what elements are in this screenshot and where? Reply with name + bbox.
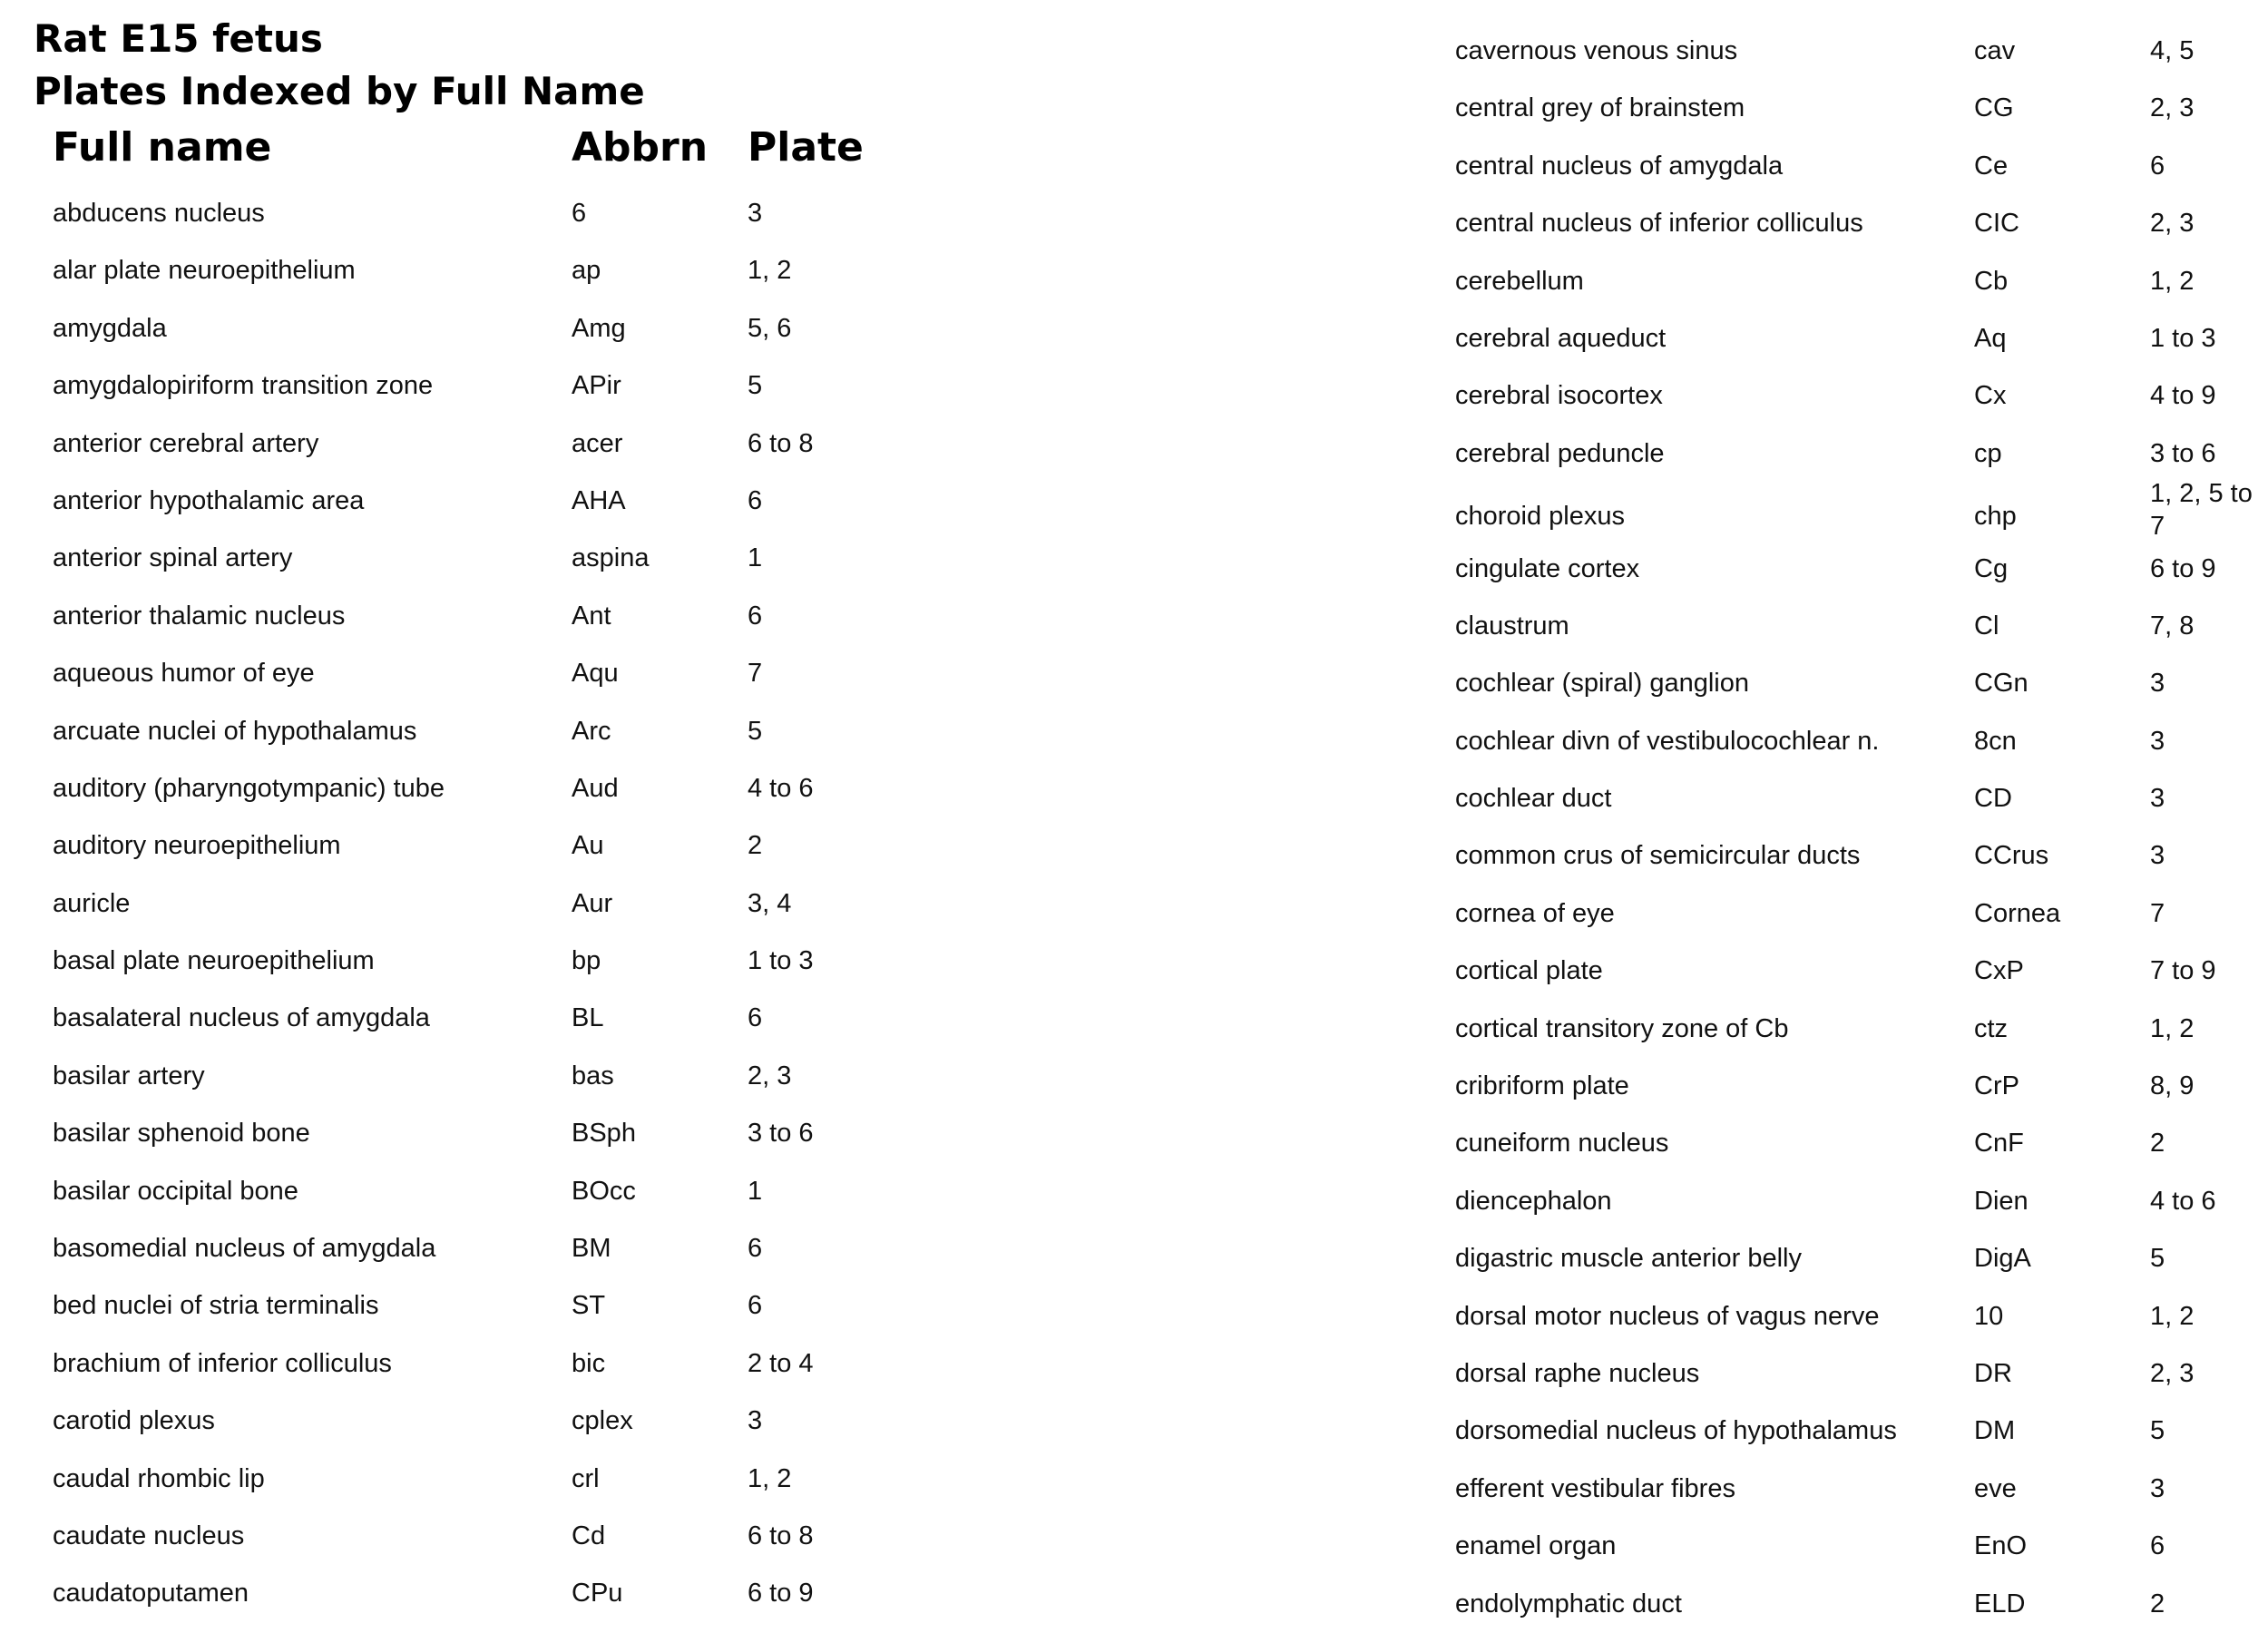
abbreviation-cell: bic (572, 1348, 606, 1378)
plate-cell: 1 to 3 (2150, 323, 2216, 353)
table-row (1455, 885, 2263, 943)
table-row (1455, 943, 2263, 1000)
plate-cell: 2 (2150, 1589, 2165, 1618)
full-name-cell: central nucleus of amygdala (1455, 151, 1784, 181)
table-row (53, 1451, 869, 1508)
table-row (1455, 1461, 2263, 1518)
plate-cell: 2 to 4 (748, 1348, 814, 1378)
table-row (53, 760, 869, 817)
table-row (53, 588, 869, 645)
table-row (1455, 827, 2263, 885)
plate-cell: 1 to 3 (748, 946, 814, 976)
header-abbreviation: Abbrn (572, 124, 709, 171)
plate-cell-line-2: 7 (2150, 512, 2165, 542)
plate-cell: 3, 4 (748, 888, 792, 918)
table-row (1455, 1001, 2263, 1058)
plate-cell: 5 (2150, 1416, 2165, 1446)
abbreviation-cell: bas (572, 1061, 614, 1090)
plate-cell: 3 (2150, 841, 2165, 871)
table-row (53, 185, 869, 242)
table-row (53, 1393, 869, 1450)
full-name-cell: cornea of eye (1455, 898, 1615, 928)
plate-cell: 3 (748, 1406, 763, 1436)
abbreviation-cell: DR (1974, 1358, 2012, 1388)
table-row (1455, 770, 2263, 827)
abbreviation-cell: Ce (1974, 151, 2009, 181)
full-name-cell: anterior thalamic nucleus (53, 601, 346, 631)
full-name-cell: anterior spinal artery (53, 543, 293, 573)
table-row (1455, 425, 2263, 483)
table-row (53, 357, 869, 415)
abbreviation-cell: ST (572, 1291, 606, 1321)
plate-cell: 3 (2150, 784, 2165, 814)
full-name-cell: digastric muscle anterior belly (1455, 1244, 1802, 1274)
abbreviation-cell: Cx (1974, 381, 2007, 411)
full-name-cell: abducens nucleus (53, 199, 265, 228)
plate-cell: 3 to 6 (748, 1119, 814, 1149)
abbreviation-cell: Dien (1974, 1186, 2028, 1216)
full-name-cell: common crus of semicircular ducts (1455, 841, 1861, 871)
table-row (1455, 195, 2263, 252)
abbreviation-cell: ap (572, 256, 601, 286)
table-row (1455, 1518, 2263, 1575)
plate-cell: 7, 8 (2150, 611, 2195, 640)
abbreviation-cell: CPu (572, 1579, 623, 1609)
full-name-cell: basal plate neuroepithelium (53, 946, 375, 976)
plate-cell: 7 (748, 659, 763, 689)
abbreviation-cell: Cornea (1974, 898, 2061, 928)
table-row (1455, 138, 2263, 195)
full-name-cell: basilar occipital bone (53, 1176, 298, 1206)
full-name-cell: auricle (53, 888, 131, 918)
plate-cell: 4, 5 (2150, 36, 2195, 65)
abbreviation-cell: DigA (1974, 1244, 2031, 1274)
full-name-cell: cuneiform nucleus (1455, 1129, 1669, 1159)
plate-cell: 6 (748, 1234, 763, 1264)
plate-cell: 6 to 8 (748, 1521, 814, 1550)
table-row (1455, 80, 2263, 137)
plate-cell: 6 (748, 1291, 763, 1321)
plate-cell: 5 (748, 716, 763, 746)
plate-cell: 2 (748, 831, 763, 861)
abbreviation-cell: bp (572, 946, 601, 976)
left-index-table (53, 185, 869, 1623)
abbreviation-cell: BL (572, 1003, 604, 1033)
abbreviation-cell: AHA (572, 485, 626, 515)
full-name-cell: enamel organ (1455, 1531, 1617, 1561)
plate-cell: 2 (2150, 1129, 2165, 1159)
plate-cell: 1, 2 (748, 1463, 792, 1493)
table-row (53, 933, 869, 990)
full-name-cell: basomedial nucleus of amygdala (53, 1234, 436, 1264)
abbreviation-cell: Cg (1974, 553, 2009, 583)
abbreviation-cell: Cd (572, 1521, 606, 1550)
table-row (1455, 598, 2263, 655)
plate-cell: 1 (748, 543, 763, 573)
full-name-cell: brachium of inferior colliculus (53, 1348, 392, 1378)
full-name-cell: central grey of brainstem (1455, 93, 1745, 123)
full-name-cell: cortical plate (1455, 956, 1603, 986)
table-row (53, 1508, 869, 1565)
full-name-cell: diencephalon (1455, 1186, 1612, 1216)
plate-cell: 3 (748, 199, 763, 228)
table-row (53, 473, 869, 530)
table-row (53, 1335, 869, 1393)
full-name-cell: cortical transitory zone of Cb (1455, 1013, 1789, 1043)
full-name-cell: alar plate neuroepithelium (53, 256, 356, 286)
abbreviation-cell: CnF (1974, 1129, 2024, 1159)
table-row (1455, 541, 2263, 598)
table-row (1455, 655, 2263, 712)
abbreviation-cell: Amg (572, 313, 626, 343)
table-row (53, 1565, 869, 1622)
right-index-table (1455, 23, 2263, 1633)
full-name-cell: aqueous humor of eye (53, 659, 315, 689)
plate-cell: 4 to 9 (2150, 381, 2216, 411)
plate-cell: 6 (748, 1003, 763, 1033)
table-row (53, 875, 869, 933)
abbreviation-cell: APir (572, 371, 621, 401)
abbreviation-cell: Aud (572, 773, 619, 803)
full-name-cell: cochlear divn of vestibulocochlear n. (1455, 726, 1880, 756)
full-name-cell: arcuate nuclei of hypothalamus (53, 716, 417, 746)
table-row (1455, 1576, 2263, 1633)
abbreviation-cell: CxP (1974, 956, 2024, 986)
abbreviation-cell: 6 (572, 199, 587, 228)
table-row (1455, 253, 2263, 310)
plate-cell: 7 (2150, 898, 2165, 928)
abbreviation-cell: ctz (1974, 1013, 2009, 1043)
abbreviation-cell: CD (1974, 784, 2012, 814)
table-row (53, 242, 869, 299)
table-row (1455, 1230, 2263, 1287)
table-row (53, 703, 869, 760)
abbreviation-cell: CIC (1974, 209, 2019, 239)
plate-cell: 1, 2 (2150, 1301, 2195, 1331)
table-row (1455, 310, 2263, 367)
abbreviation-cell: cav (1974, 36, 2016, 65)
full-name-cell: auditory (pharyngotympanic) tube (53, 773, 445, 803)
abbreviation-cell: CrP (1974, 1071, 2019, 1101)
header-full-name: Full name (53, 124, 272, 171)
abbreviation-cell: EnO (1974, 1531, 2028, 1561)
full-name-cell: basilar artery (53, 1061, 205, 1090)
plate-cell: 6 (2150, 151, 2165, 181)
abbreviation-cell: BSph (572, 1119, 636, 1149)
table-row (1455, 367, 2263, 425)
plate-cell: 1 (748, 1176, 763, 1206)
abbreviation-cell: cp (1974, 438, 2002, 468)
table-row (1455, 479, 2263, 542)
full-name-cell: efferent vestibular fibres (1455, 1473, 1735, 1503)
table-row (53, 1105, 869, 1162)
plate-cell: 4 to 6 (748, 773, 814, 803)
plate-cell: 5 (748, 371, 763, 401)
plate-cell: 6 to 9 (2150, 553, 2216, 583)
full-name-cell: dorsal motor nucleus of vagus nerve (1455, 1301, 1880, 1331)
plate-cell: 2, 3 (2150, 209, 2195, 239)
full-name-cell: cingulate cortex (1455, 553, 1640, 583)
abbreviation-cell: crl (572, 1463, 600, 1493)
plate-cell: 3 (2150, 669, 2165, 699)
plate-cell (2150, 477, 2253, 543)
full-name-cell: caudate nucleus (53, 1521, 245, 1550)
abbreviation-cell: Cb (1974, 266, 2009, 296)
abbreviation-cell: Ant (572, 601, 611, 631)
document-subtitle: Plates Indexed by Full Name (34, 69, 645, 113)
abbreviation-cell: BM (572, 1234, 611, 1264)
full-name-cell: claustrum (1455, 611, 1569, 640)
table-row (53, 1163, 869, 1220)
abbreviation-cell: Aq (1974, 323, 2007, 353)
full-name-cell: amygdalopiriform transition zone (53, 371, 434, 401)
plate-cell: 6 (2150, 1531, 2165, 1561)
full-name-cell: cerebral isocortex (1455, 381, 1663, 411)
table-row (1455, 1288, 2263, 1345)
plate-cell: 3 to 6 (2150, 438, 2216, 468)
full-name-cell: central nucleus of inferior colliculus (1455, 209, 1863, 239)
plate-cell: 1, 2 (2150, 1013, 2195, 1043)
abbreviation-cell: acer (572, 428, 623, 458)
table-row (53, 416, 869, 473)
abbreviation-cell: Arc (572, 716, 611, 746)
plate-cell-line-1: 1, 2, 5 to (2150, 479, 2253, 509)
plate-cell: 5, 6 (748, 313, 792, 343)
table-row (53, 1048, 869, 1105)
plate-cell: 2, 3 (2150, 93, 2195, 123)
abbreviation-cell: CGn (1974, 669, 2028, 699)
full-name-cell: caudal rhombic lip (53, 1463, 265, 1493)
table-row (1455, 1345, 2263, 1403)
full-name-cell: caudatoputamen (53, 1579, 249, 1609)
abbreviation-cell: ELD (1974, 1589, 2026, 1618)
plate-cell: 1, 2 (2150, 266, 2195, 296)
plate-cell: 6 (748, 601, 763, 631)
plate-cell: 3 (2150, 726, 2165, 756)
abbreviation-cell: CCrus (1974, 841, 2049, 871)
document-title: Rat E15 fetus (34, 16, 323, 61)
table-row (53, 300, 869, 357)
table-row (53, 1277, 869, 1335)
full-name-cell: amygdala (53, 313, 167, 343)
plate-cell: 1, 2 (748, 256, 792, 286)
plate-cell: 6 to 9 (748, 1579, 814, 1609)
abbreviation-cell: 10 (1974, 1301, 2004, 1331)
full-name-cell: dorsomedial nucleus of hypothalamus (1455, 1416, 1897, 1446)
abbreviation-cell: cplex (572, 1406, 633, 1436)
abbreviation-cell: 8cn (1974, 726, 2017, 756)
full-name-cell: anterior hypothalamic area (53, 485, 365, 515)
plate-cell: 7 to 9 (2150, 956, 2216, 986)
header-plate: Plate (748, 124, 864, 171)
table-row (53, 645, 869, 702)
plate-cell: 3 (2150, 1473, 2165, 1503)
full-name-cell: cochlear duct (1455, 784, 1612, 814)
full-name-cell: cerebral peduncle (1455, 438, 1665, 468)
table-row (53, 1220, 869, 1277)
full-name-cell: cribriform plate (1455, 1071, 1629, 1101)
abbreviation-cell: Au (572, 831, 604, 861)
full-name-cell: endolymphatic duct (1455, 1589, 1682, 1618)
table-row (53, 817, 869, 875)
abbreviation-cell: aspina (572, 543, 650, 573)
plate-cell: 6 (748, 485, 763, 515)
abbreviation-cell: Cl (1974, 611, 1999, 640)
full-name-cell: anterior cerebral artery (53, 428, 319, 458)
abbreviation-cell: Aqu (572, 659, 619, 689)
plate-cell: 4 to 6 (2150, 1186, 2216, 1216)
abbreviation-cell: eve (1974, 1473, 2017, 1503)
full-name-cell: dorsal raphe nucleus (1455, 1358, 1700, 1388)
table-row (53, 530, 869, 587)
table-row (1455, 1115, 2263, 1172)
abbreviation-cell: CG (1974, 93, 2014, 123)
plate-cell: 8, 9 (2150, 1071, 2195, 1101)
full-name-cell: choroid plexus (1455, 502, 1625, 532)
plate-cell: 2, 3 (2150, 1358, 2195, 1388)
abbreviation-cell: BOcc (572, 1176, 636, 1206)
table-row (1455, 1058, 2263, 1115)
full-name-cell: carotid plexus (53, 1406, 215, 1436)
table-row (53, 990, 869, 1047)
abbreviation-cell: chp (1974, 502, 2017, 532)
table-row (1455, 1403, 2263, 1460)
full-name-cell: auditory neuroepithelium (53, 831, 341, 861)
full-name-cell: cerebral aqueduct (1455, 323, 1667, 353)
abbreviation-cell: DM (1974, 1416, 2016, 1446)
plate-cell: 5 (2150, 1244, 2165, 1274)
full-name-cell: cerebellum (1455, 266, 1584, 296)
full-name-cell: cochlear (spiral) ganglion (1455, 669, 1749, 699)
table-row (1455, 713, 2263, 770)
full-name-cell: basalateral nucleus of amygdala (53, 1003, 430, 1033)
abbreviation-cell: Aur (572, 888, 613, 918)
full-name-cell: cavernous venous sinus (1455, 36, 1738, 65)
plate-cell: 6 to 8 (748, 428, 814, 458)
full-name-cell: bed nuclei of stria terminalis (53, 1291, 379, 1321)
table-row (1455, 23, 2263, 80)
plate-cell: 2, 3 (748, 1061, 792, 1090)
table-row (1455, 1173, 2263, 1230)
full-name-cell: basilar sphenoid bone (53, 1119, 310, 1149)
